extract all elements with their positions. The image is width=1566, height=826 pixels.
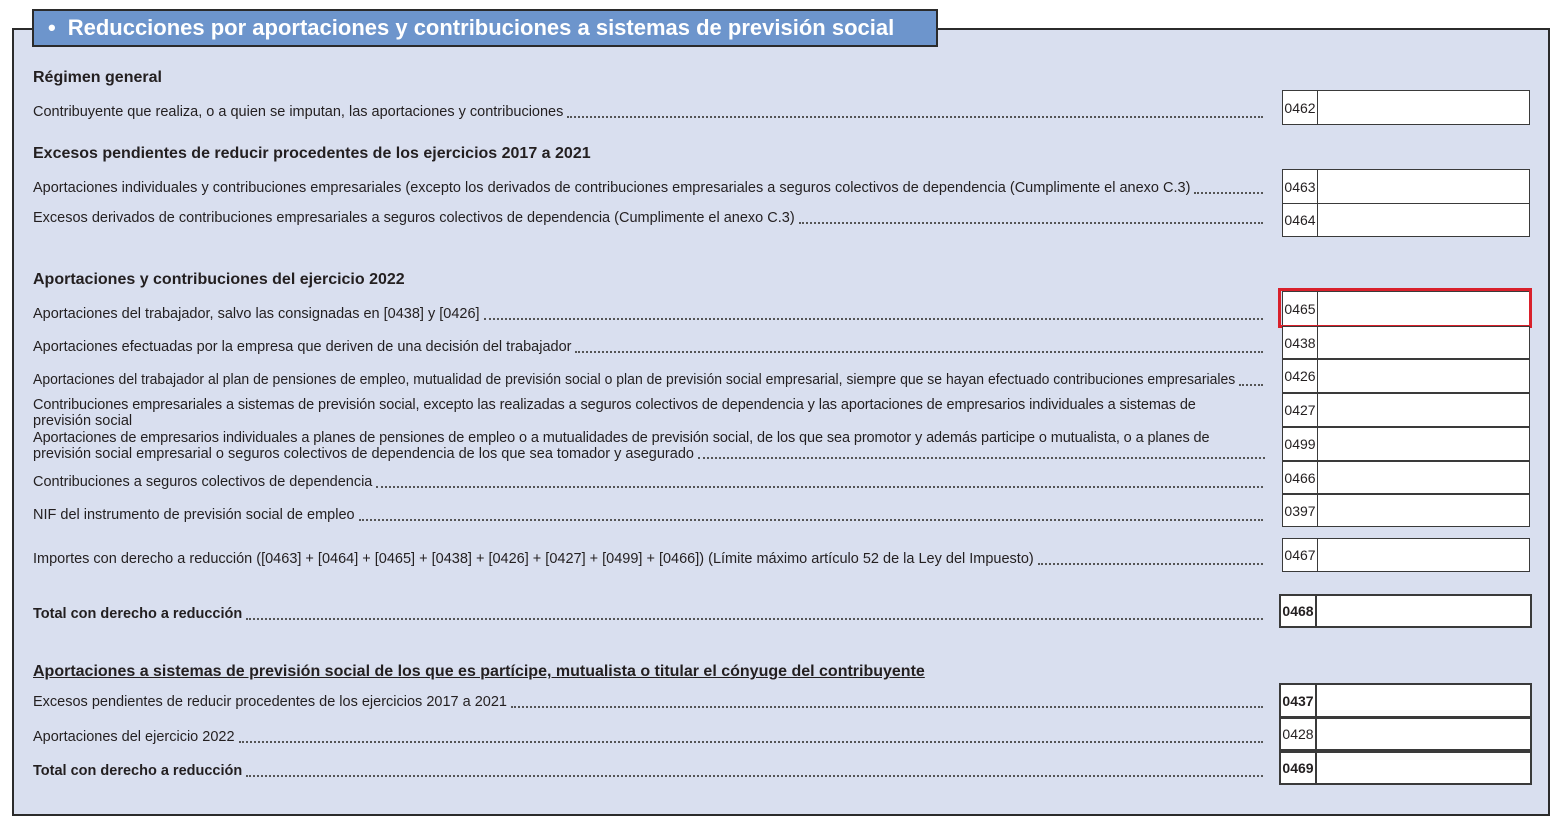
field-0499[interactable] xyxy=(1282,427,1530,461)
box-code-0499: 0499 xyxy=(1283,428,1318,460)
box-code-0438: 0438 xyxy=(1283,327,1318,358)
row-label-0465: Aportaciones del trabajador, salvo las consignadas en [0438] y [0426] xyxy=(33,306,1263,323)
box-code-0466: 0466 xyxy=(1283,462,1318,493)
row-label-0466: Contribuciones a seguros colectivos de dependencia xyxy=(33,474,1263,491)
field-0397[interactable] xyxy=(1282,494,1530,527)
heading-excesos: Excesos pendientes de reducir procedentes de los ejercicios 2017 a 2021 xyxy=(33,145,591,162)
box-code-0465: 0465 xyxy=(1283,292,1318,325)
row-label-0464: Excesos derivados de contribuciones empresariales a seguros colectivos de dependencia (Cumplimente el anexo C.3) xyxy=(33,210,1263,227)
row-label-0499: Aportaciones de empresarios individuales a planes de pensiones de empleo o a mutualidades de previsión social, de los que sea promotor y además participe o mutualista, o a planes de previsión social empresarial o seguros colectivos de dependencia de los que sea tomador y asegurado xyxy=(33,430,1265,462)
box-code-0428: 0428 xyxy=(1281,719,1317,749)
box-code-0463: 0463 xyxy=(1283,170,1318,203)
heading-conyuge: Aportaciones a sistemas de previsión social de los que es partícipe, mutualista o titular el cónyuge del contribuyente xyxy=(33,663,925,680)
heading-ejercicio-2022: Aportaciones y contribuciones del ejercicio 2022 xyxy=(33,271,405,288)
box-code-0464: 0464 xyxy=(1283,204,1318,236)
field-0426[interactable] xyxy=(1282,359,1530,393)
row-label-0463: Aportaciones individuales y contribuciones empresariales (excepto los derivados de contribuciones empresariales a seguros colectivos de dependencia (Cumplimente el anexo C.3) xyxy=(33,180,1263,197)
row-label-0426: Aportaciones del trabajador al plan de pensiones de empleo, mutualidad de previsión social o plan de previsión social empresarial, siempre que se hayan efectuado contribuciones empresariales xyxy=(33,372,1263,389)
box-code-0469: 0469 xyxy=(1281,753,1317,783)
row-label-0462: Contribuyente que realiza, o a quien se imputan, las aportaciones y contribuciones xyxy=(33,104,1263,121)
row-label-0468: Total con derecho a reducción xyxy=(33,606,1263,623)
box-code-0467: 0467 xyxy=(1283,539,1318,571)
field-0437[interactable] xyxy=(1279,683,1532,718)
box-code-0427: 0427 xyxy=(1283,394,1318,426)
row-label-0397: NIF del instrumento de previsión social de empleo xyxy=(33,507,1263,524)
row-label-0438: Aportaciones efectuadas por la empresa que deriven de una decisión del trabajador xyxy=(33,339,1263,356)
row-label-0428: Aportaciones del ejercicio 2022 xyxy=(33,729,1263,746)
box-code-0462: 0462 xyxy=(1283,91,1318,124)
box-code-0426: 0426 xyxy=(1283,360,1318,392)
field-0438[interactable] xyxy=(1282,326,1530,359)
box-code-0397: 0397 xyxy=(1283,495,1318,526)
field-0428[interactable] xyxy=(1279,717,1532,751)
section-title: Reducciones por aportaciones y contribuciones a sistemas de previsión social xyxy=(67,15,895,40)
field-0463[interactable] xyxy=(1282,169,1530,204)
row-label-0437: Excesos pendientes de reducir procedentes de los ejercicios 2017 a 2021 xyxy=(33,694,1263,711)
heading-regimen-general: Régimen general xyxy=(33,69,162,86)
row-label-0469: Total con derecho a reducción xyxy=(33,763,1263,780)
section-header xyxy=(32,9,938,47)
field-0469[interactable] xyxy=(1279,751,1532,785)
field-0467[interactable] xyxy=(1282,538,1530,572)
field-0462[interactable] xyxy=(1282,90,1530,125)
field-0427[interactable] xyxy=(1282,393,1530,427)
row-label-0467: Importes con derecho a reducción ([0463] + [0464] + [0465] + [0438] + [0426] + [0427] + [0499] + [0466]) (Límite máximo artículo 52 de la Ley del Impuesto) xyxy=(33,551,1263,568)
box-code-0468: 0468 xyxy=(1281,596,1317,626)
field-0468[interactable] xyxy=(1279,594,1532,628)
field-0466[interactable] xyxy=(1282,461,1530,494)
field-0464[interactable] xyxy=(1282,203,1530,237)
bullet-icon: • xyxy=(48,15,56,40)
field-0465[interactable] xyxy=(1282,291,1530,326)
box-code-0437: 0437 xyxy=(1281,685,1317,716)
row-label-0427: Contribuciones empresariales a sistemas de previsión social, excepto las realizadas a seguros colectivos de dependencia y las aportaciones de empresarios individuales a sistemas de previsión social xyxy=(33,397,1196,429)
